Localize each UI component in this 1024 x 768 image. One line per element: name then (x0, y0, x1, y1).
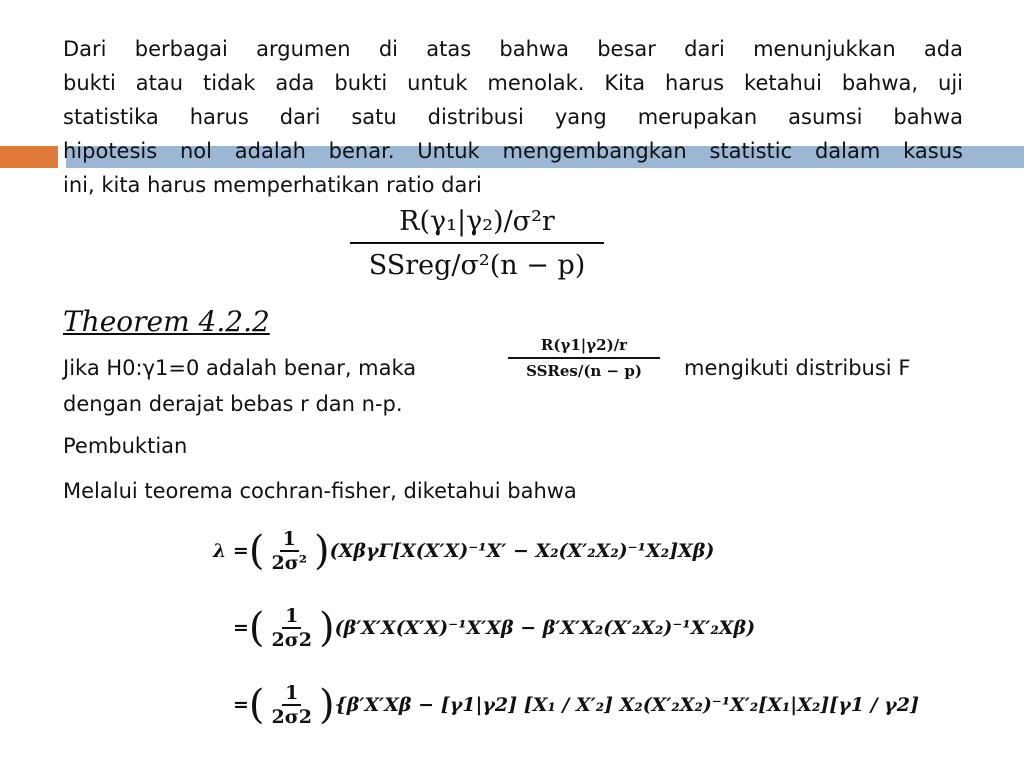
theorem-text-after: mengikuti distribusi F (684, 356, 911, 380)
paragraph-line: ini, kita harus memperhatikan ratio dari (63, 173, 482, 197)
accent-bar-orange (0, 146, 58, 168)
right-paren: ) (314, 528, 330, 574)
equation-fraction (269, 605, 315, 651)
theorem-text-line2: dengan derajat bebas r dan n-p. (63, 392, 403, 416)
equation-fraction (268, 528, 310, 574)
equation-lhs: = (233, 694, 249, 716)
fraction-denominator: 2σ² (271, 552, 308, 574)
equation-1 (213, 528, 714, 574)
equation-rhs: (β′X′X(X′X)⁻¹X′Xβ − β′X′X₂(X′₂X₂)⁻¹X′₂Xβ) (334, 617, 756, 639)
left-paren: ( (248, 605, 265, 651)
equation-rhs: {β′X′Xβ − [γ1|γ2] [X₁ / X′₂] X₂(X′₂X₂)⁻¹X′₂[X₁|X₂][γ1 / γ2] (334, 694, 919, 716)
fraction-numerator: 1 (282, 605, 301, 629)
theorem-title: Theorem 4.2.2 (63, 305, 270, 338)
equation-fraction (269, 682, 315, 728)
fraction-denominator: 2σ2 (271, 706, 312, 728)
paragraph-line: statistika harus dari satu distribusi yang merupakan asumsi bahwa (63, 105, 963, 129)
left-paren: ( (248, 682, 265, 728)
fraction-numerator: 1 (280, 528, 299, 552)
ratio-fraction (350, 202, 604, 288)
left-paren: ( (248, 528, 265, 574)
theorem-fraction-numerator: R(γ1|γ2)/r (540, 336, 628, 354)
fraction-denominator: 2σ2 (271, 629, 312, 651)
equation-2 (233, 605, 755, 651)
proof-label: Pembuktian (63, 434, 188, 458)
ratio-denominator: SSreg/σ²(n − p) (368, 250, 586, 281)
ratio-numerator: R(γ₁|γ₂)/σ²r (399, 206, 555, 237)
equation-lhs: λ = (213, 540, 249, 562)
theorem-fraction-denominator: SSRes/(n − p) (526, 362, 642, 380)
theorem-fraction (508, 333, 660, 383)
theorem-text-before: Jika H0:γ1=0 adalah benar, maka (63, 356, 417, 380)
right-paren: ) (318, 682, 335, 728)
equation-3 (233, 682, 919, 728)
proof-intro: Melalui teorema cochran-fisher, diketahui bahwa (63, 479, 577, 503)
equation-rhs: (XβγΓ[X(X′X)⁻¹X′ − X₂(X′₂X₂)⁻¹X₂]Xβ) (329, 540, 715, 562)
paragraph-line: Dari berbagai argumen di atas bahwa besar dari menunjukkan ada (63, 37, 963, 61)
right-paren: ) (318, 605, 335, 651)
equation-lhs: = (233, 617, 249, 639)
paragraph-line: bukti atau tidak ada bukti untuk menolak. Kita harus ketahui bahwa, uji (63, 71, 963, 95)
fraction-numerator: 1 (282, 682, 301, 706)
paragraph-line: hipotesis nol adalah benar. Untuk mengembangkan statistic dalam kasus (63, 139, 963, 163)
intro-paragraph (63, 32, 963, 202)
